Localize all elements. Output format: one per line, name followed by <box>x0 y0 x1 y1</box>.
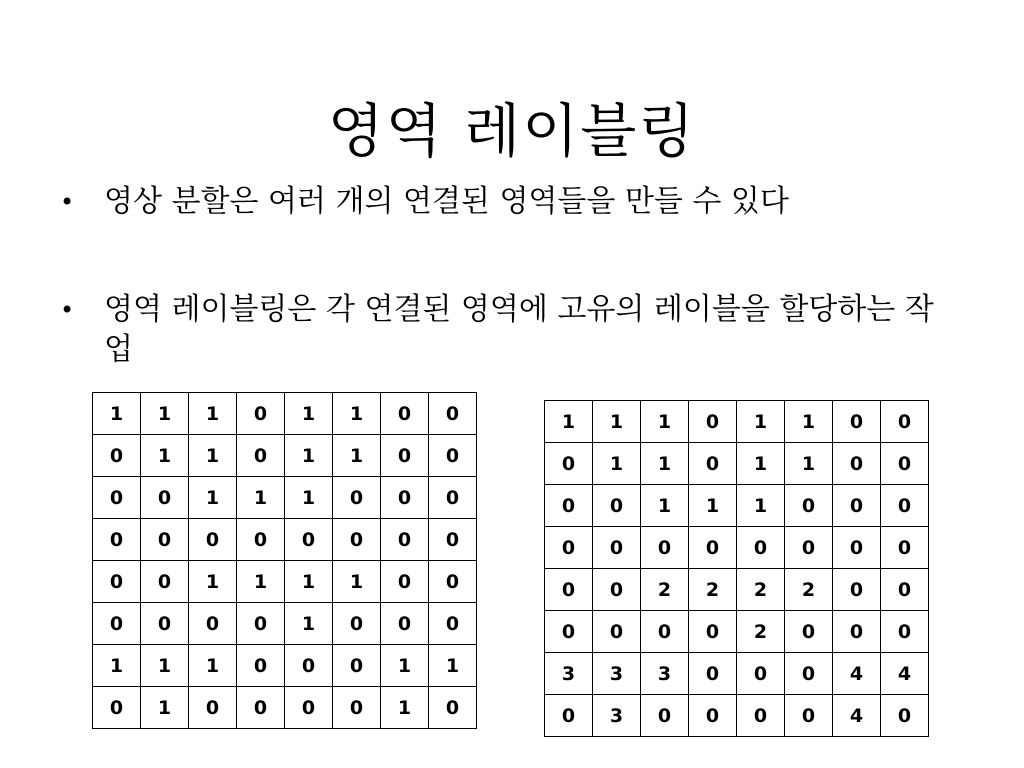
grid-cell: 0 <box>737 695 785 737</box>
grid-cell: 2 <box>641 569 689 611</box>
grid-cell: 1 <box>285 435 333 477</box>
grid-cell: 0 <box>93 435 141 477</box>
grid-cell: 0 <box>641 527 689 569</box>
grid-cell: 0 <box>785 611 833 653</box>
grid-cell: 0 <box>93 687 141 729</box>
grid-cell: 0 <box>381 603 429 645</box>
grid-cell: 0 <box>429 393 477 435</box>
binary-image-grid <box>92 392 477 729</box>
grid-row <box>93 561 477 603</box>
grid-cell: 0 <box>689 653 737 695</box>
grid-cell: 1 <box>189 477 237 519</box>
grid-cell: 0 <box>429 603 477 645</box>
grid-cell: 0 <box>833 611 881 653</box>
grid-cell: 1 <box>737 485 785 527</box>
grid-cell: 0 <box>881 401 929 443</box>
grid-cell: 0 <box>785 653 833 695</box>
grid-row <box>93 645 477 687</box>
grid-cell: 1 <box>381 645 429 687</box>
grid-cell: 0 <box>333 645 381 687</box>
grid-row <box>545 611 929 653</box>
grid-cell: 0 <box>593 485 641 527</box>
grid-cell: 1 <box>381 687 429 729</box>
grid-cell: 0 <box>93 561 141 603</box>
bullet-marker: • <box>60 296 75 324</box>
grid-cell: 0 <box>141 519 189 561</box>
grid-cell: 1 <box>189 561 237 603</box>
grid-cell: 0 <box>881 527 929 569</box>
grid-row <box>93 477 477 519</box>
grid-cell: 1 <box>737 401 785 443</box>
grid-row <box>545 527 929 569</box>
grid-cell: 0 <box>429 687 477 729</box>
grid-cell: 1 <box>641 485 689 527</box>
grid-cell: 0 <box>593 527 641 569</box>
bullet-text: 영역 레이블링은 각 연결된 영역에 고유의 레이블을 할당하는 작업 <box>104 292 934 367</box>
grid-cell: 1 <box>545 401 593 443</box>
grid-cell: 1 <box>333 435 381 477</box>
grid-cell: 0 <box>237 645 285 687</box>
grid-row <box>93 603 477 645</box>
grid-cell: 1 <box>641 443 689 485</box>
grid-row <box>93 435 477 477</box>
grid-cell: 0 <box>237 603 285 645</box>
grid-cell: 2 <box>785 569 833 611</box>
grid-cell: 0 <box>785 527 833 569</box>
grid-cell: 1 <box>333 561 381 603</box>
grid-cell: 0 <box>333 687 381 729</box>
grid-cell: 1 <box>285 561 333 603</box>
grid-cell: 1 <box>593 401 641 443</box>
grid-cell: 0 <box>429 477 477 519</box>
grid-cell: 0 <box>881 695 929 737</box>
grid-cell: 0 <box>737 653 785 695</box>
grid-cell: 2 <box>689 569 737 611</box>
grid-cell: 0 <box>189 519 237 561</box>
grid-cell: 1 <box>593 443 641 485</box>
slide-title: 영역 레이블링 <box>327 96 697 165</box>
grid-cell: 0 <box>833 401 881 443</box>
grid-cell: 0 <box>141 477 189 519</box>
grid-cell: 0 <box>381 561 429 603</box>
grid-cell: 0 <box>333 603 381 645</box>
grid-cell: 2 <box>737 569 785 611</box>
grid-cell: 0 <box>237 687 285 729</box>
grid-cell: 0 <box>285 687 333 729</box>
grid-cell: 0 <box>641 695 689 737</box>
bullet-item <box>60 182 960 222</box>
grid-cell: 0 <box>429 435 477 477</box>
grid-cell: 1 <box>237 561 285 603</box>
grid-cell: 4 <box>833 695 881 737</box>
grid-cell: 3 <box>593 695 641 737</box>
grid-cell: 0 <box>689 401 737 443</box>
grid-cell: 0 <box>593 569 641 611</box>
labeled-image-grid <box>544 400 929 737</box>
grid-row <box>93 393 477 435</box>
grid-cell: 4 <box>833 653 881 695</box>
bullet-item <box>60 290 960 370</box>
grid-cell: 1 <box>189 435 237 477</box>
grid-cell: 0 <box>429 519 477 561</box>
grid-cell: 0 <box>237 393 285 435</box>
grid-row <box>545 569 929 611</box>
grid-cell: 1 <box>141 393 189 435</box>
grid-cell: 0 <box>689 611 737 653</box>
grid-cell: 0 <box>285 645 333 687</box>
grid-row <box>545 653 929 695</box>
grid-cell: 0 <box>93 477 141 519</box>
grid-cell: 0 <box>785 485 833 527</box>
grid-cell: 1 <box>93 393 141 435</box>
binary-image-grid-body <box>93 393 477 729</box>
grid-cell: 0 <box>93 519 141 561</box>
grid-cell: 0 <box>641 611 689 653</box>
grid-cell: 0 <box>833 527 881 569</box>
grid-cell: 0 <box>237 435 285 477</box>
grid-cell: 0 <box>737 527 785 569</box>
grid-cell: 0 <box>545 485 593 527</box>
grid-cell: 1 <box>189 645 237 687</box>
grid-cell: 0 <box>333 519 381 561</box>
grid-cell: 1 <box>189 393 237 435</box>
grid-cell: 0 <box>237 519 285 561</box>
grid-cell: 0 <box>333 477 381 519</box>
grid-cell: 0 <box>785 695 833 737</box>
grid-row <box>93 519 477 561</box>
grid-cell: 0 <box>593 611 641 653</box>
grid-cell: 0 <box>881 485 929 527</box>
grid-cell: 1 <box>141 435 189 477</box>
grid-cell: 0 <box>189 603 237 645</box>
bullet-text: 영상 분할은 여러 개의 연결된 영역들을 만들 수 있다 <box>104 184 789 219</box>
grid-cell: 1 <box>333 393 381 435</box>
grid-cell: 0 <box>545 443 593 485</box>
grid-cell: 0 <box>833 569 881 611</box>
grid-cell: 0 <box>545 611 593 653</box>
grid-cell: 0 <box>141 603 189 645</box>
grid-cell: 1 <box>785 443 833 485</box>
grid-cell: 0 <box>545 527 593 569</box>
grid-cell: 1 <box>285 603 333 645</box>
grid-cell: 3 <box>641 653 689 695</box>
grid-cell: 1 <box>141 687 189 729</box>
grid-row <box>545 401 929 443</box>
grid-cell: 2 <box>737 611 785 653</box>
grid-row <box>545 485 929 527</box>
grid-cell: 0 <box>285 519 333 561</box>
grid-cell: 0 <box>881 569 929 611</box>
grid-cell: 1 <box>285 477 333 519</box>
bullet-marker: • <box>60 188 75 216</box>
grid-cell: 0 <box>545 569 593 611</box>
grid-row <box>93 687 477 729</box>
grid-cell: 0 <box>93 603 141 645</box>
grid-cell: 1 <box>429 645 477 687</box>
grid-cell: 0 <box>141 561 189 603</box>
grid-row <box>545 443 929 485</box>
grid-cell: 0 <box>429 561 477 603</box>
grid-cell: 0 <box>689 527 737 569</box>
grid-cell: 0 <box>381 393 429 435</box>
grid-cell: 0 <box>545 695 593 737</box>
bullet-list <box>60 182 960 370</box>
grid-cell: 0 <box>689 443 737 485</box>
grid-cell: 1 <box>641 401 689 443</box>
grid-cell: 1 <box>737 443 785 485</box>
grid-cell: 0 <box>189 687 237 729</box>
grid-cell: 0 <box>833 485 881 527</box>
grid-cell: 1 <box>141 645 189 687</box>
grid-cell: 0 <box>881 611 929 653</box>
labeled-image-grid-body <box>545 401 929 737</box>
grid-cell: 1 <box>285 393 333 435</box>
grid-cell: 1 <box>93 645 141 687</box>
grid-cell: 0 <box>833 443 881 485</box>
grid-cell: 0 <box>381 477 429 519</box>
grid-cell: 0 <box>881 443 929 485</box>
grid-cell: 0 <box>381 519 429 561</box>
grid-row <box>545 695 929 737</box>
grid-cell: 0 <box>689 695 737 737</box>
grid-cell: 1 <box>689 485 737 527</box>
grid-cell: 1 <box>785 401 833 443</box>
grid-cell: 3 <box>545 653 593 695</box>
grid-cell: 4 <box>881 653 929 695</box>
grid-cell: 0 <box>381 435 429 477</box>
grid-cell: 1 <box>237 477 285 519</box>
grid-cell: 3 <box>593 653 641 695</box>
